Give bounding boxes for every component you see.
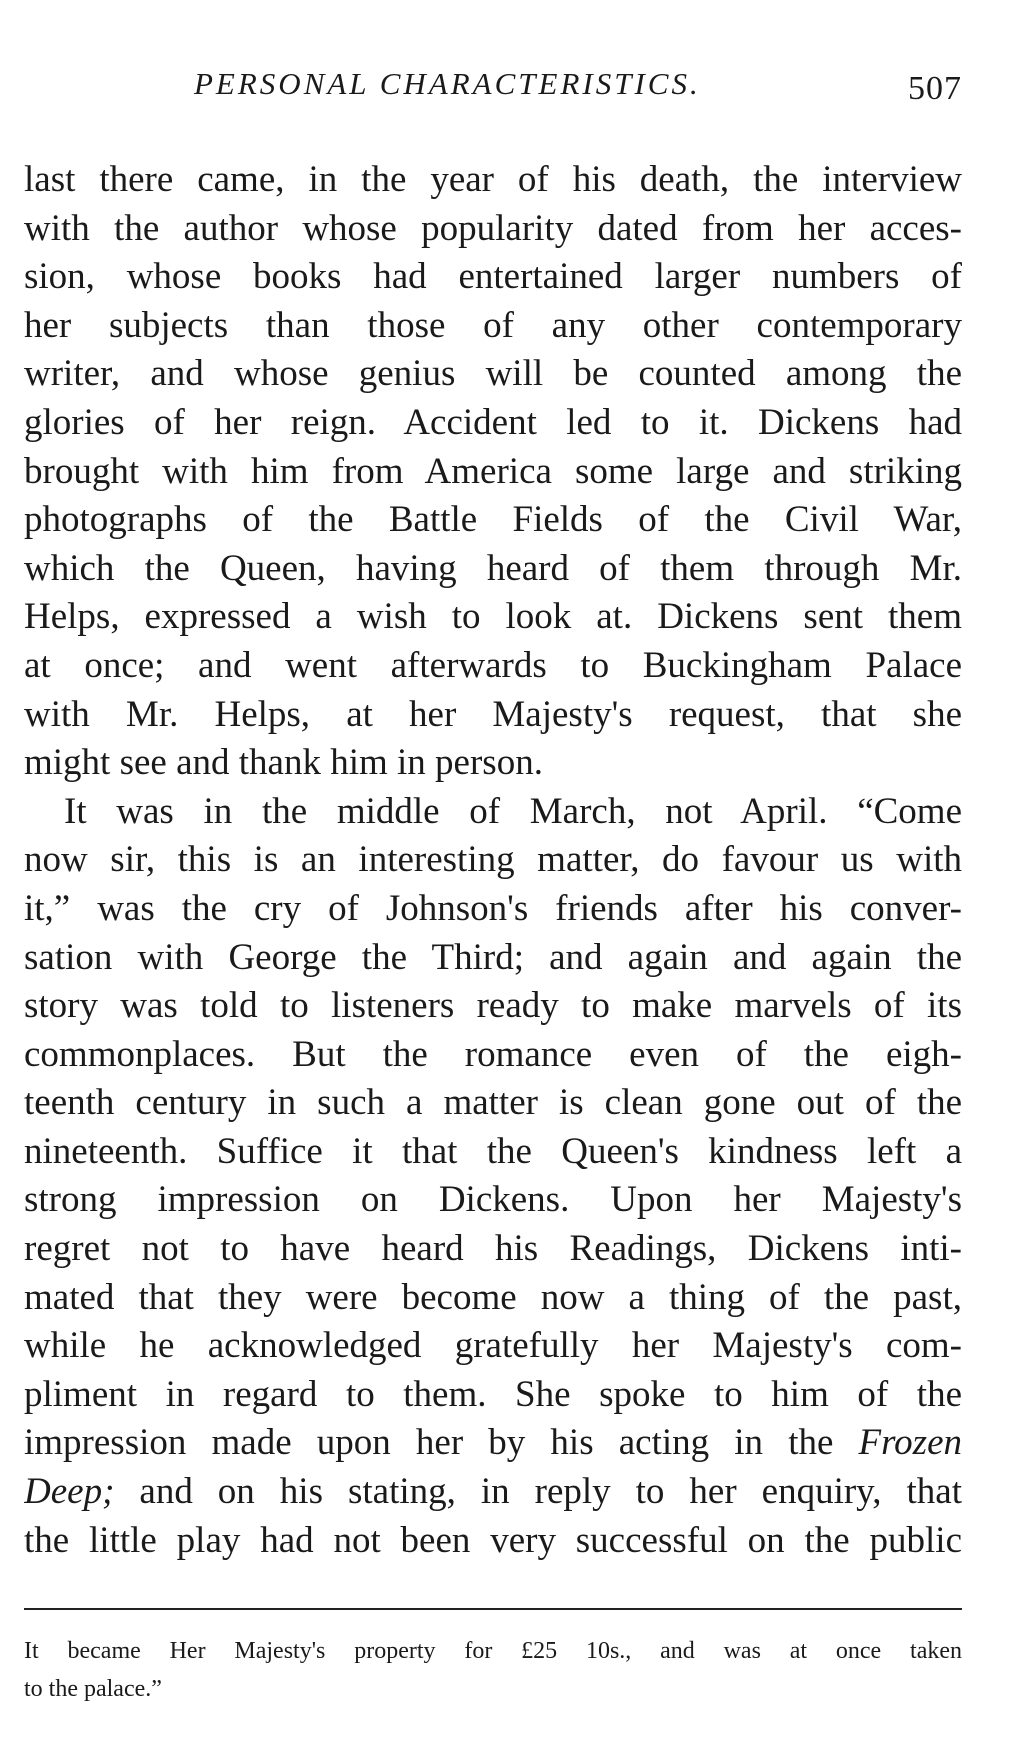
- text-line-with-title: [24, 1419, 962, 1468]
- text-line: while he acknowledged gratefully her Majesty's com-: [24, 1325, 962, 1367]
- body-text: [24, 156, 962, 1565]
- text-segment: and on his stating, in reply to her enquiry, that: [139, 1471, 962, 1513]
- text-segment: impression made upon her by his acting in the: [24, 1422, 834, 1464]
- footnote-divider: [24, 1608, 962, 1610]
- text-line-with-title: [24, 1468, 962, 1517]
- text-line: which the Queen, having heard of them through Mr.: [24, 547, 962, 589]
- text-line: at once; and went afterwards to Buckingham Palace: [24, 644, 962, 686]
- text-line: pliment in regard to them. She spoke to him of the: [24, 1373, 962, 1415]
- text-line: story was told to listeners ready to make marvels of its: [24, 985, 962, 1027]
- text-line: the little play had not been very successful on the public: [24, 1519, 962, 1561]
- text-line: now sir, this is an interesting matter, do favour us with: [24, 839, 962, 881]
- text-line: photographs of the Battle Fields of the Civil War,: [24, 499, 962, 541]
- text-line: with the author whose popularity dated from her acces-: [24, 207, 962, 249]
- text-line: regret not to have heard his Readings, Dickens inti-: [24, 1228, 962, 1270]
- footnote-line: to the palace.”: [24, 1676, 162, 1702]
- text-line: it,” was the cry of Johnson's friends after his conver-: [24, 887, 962, 929]
- text-line: teenth century in such a matter is clean gone out of the: [24, 1082, 962, 1124]
- text-line: last there came, in the year of his death, the interview: [24, 159, 962, 200]
- text-line: nineteenth. Suffice it that the Queen's kindness left a: [24, 1130, 962, 1172]
- text-line: strong impression on Dickens. Upon her Majesty's: [24, 1179, 962, 1221]
- text-line: commonplaces. But the romance even of the eigh-: [24, 1033, 962, 1075]
- text-line: glories of her reign. Accident led to it. Dickens had: [24, 401, 962, 443]
- text-line: sion, whose books had entertained larger numbers of: [24, 256, 962, 298]
- play-title-part: Frozen: [858, 1422, 962, 1464]
- page-number: 507: [908, 70, 962, 107]
- text-line: brought with him from America some large and striking: [24, 450, 962, 492]
- paragraph-end-line: might see and thank him in person.: [24, 742, 543, 784]
- text-line: writer, and whose genius will be counted among the: [24, 353, 962, 395]
- footnote: [24, 1632, 962, 1708]
- text-line: her subjects than those of any other contemporary: [24, 304, 962, 346]
- text-line: with Mr. Helps, at her Majesty's request, that she: [24, 693, 962, 735]
- footnote-line: It became Her Majesty's property for £25 10s., and was at once taken: [24, 1638, 962, 1664]
- text-line: sation with George the Third; and again and again the: [24, 936, 962, 978]
- text-line: mated that they were become now a thing of the past,: [24, 1276, 962, 1318]
- text-line: Helps, expressed a wish to look at. Dickens sent them: [24, 596, 962, 638]
- running-head: PERSONAL CHARACTERISTICS.: [194, 66, 701, 101]
- paragraph-start-line: It was in the middle of March, not April. “Come: [64, 790, 962, 832]
- page-header: [24, 66, 962, 116]
- play-title-part: Deep;: [24, 1471, 115, 1513]
